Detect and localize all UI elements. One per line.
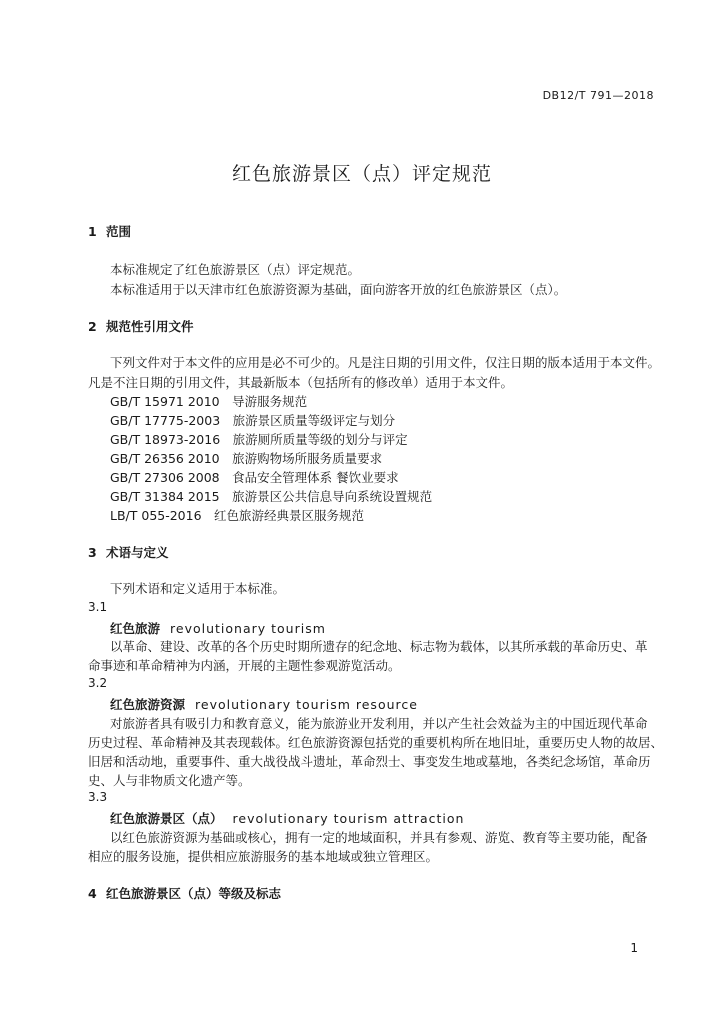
- document-title: 红色旅游景区（点）评定规范: [231, 163, 492, 185]
- term-heading: [110, 809, 464, 827]
- clause-number: 3.2: [88, 676, 108, 690]
- clause-number: 3.3: [88, 790, 108, 804]
- definition-line: 以革命、建设、改革的各个历史时期所遗存的纪念地、标志物为载体，以其所承载的革命历史、革: [110, 639, 648, 654]
- term-zh: 红色旅游景区（点）: [110, 811, 223, 826]
- reference-item: GB/T 15971 2010 导游服务规范: [110, 394, 308, 409]
- term-heading: [110, 619, 326, 637]
- section-title: 范围: [106, 224, 132, 239]
- clause-number: 3.1: [88, 600, 108, 614]
- reference-item: LB/T 055-2016 红色旅游经典景区服务规范: [110, 508, 365, 523]
- page-number: 1: [630, 941, 638, 955]
- section-2-paragraph-line-2: 凡是不注日期的引用文件，其最新版本（包括所有的修改单）适用于本文件。: [88, 375, 514, 390]
- term-zh: 红色旅游: [110, 621, 161, 636]
- term-heading: [110, 695, 418, 713]
- reference-item: GB/T 31384 2015 旅游景区公共信息导向系统设置规范: [110, 489, 433, 504]
- section-title: 红色旅游景区（点）等级及标志: [106, 886, 282, 901]
- reference-item: GB/T 17775-2003 旅游景区质量等级评定与划分: [110, 413, 396, 428]
- definition-line: 命事迹和革命精神为内涵，开展的主题性参观游览活动。: [88, 658, 401, 673]
- definition-line: 以红色旅游资源为基础或核心，拥有一定的地域面积，并具有参观、游览、教育等主要功能，配备: [110, 830, 648, 845]
- definition-line: 史、人与非物质文化遗产等。: [88, 773, 251, 788]
- term-en: revolutionary tourism resource: [195, 697, 418, 712]
- section-1-paragraph-2: 本标准适用于以天津市红色旅游资源为基础，面向游客开放的红色旅游景区（点）。: [110, 282, 567, 297]
- section-2-paragraph-line-1: 下列文件对于本文件的应用是必不可少的。凡是注日期的引用文件，仅注日期的版本适用于本文件。: [110, 355, 661, 370]
- section-title: 规范性引用文件: [106, 319, 194, 334]
- section-1-heading: [88, 222, 131, 240]
- definition-line: 对旅游者具有吸引力和教育意义，能为旅游业开发利用，并以产生社会效益为主的中国近现代革命: [110, 716, 648, 731]
- term-zh: 红色旅游资源: [110, 697, 186, 712]
- section-3-heading: [88, 543, 169, 561]
- section-3-intro: 下列术语和定义适用于本标准。: [110, 581, 286, 596]
- term-en: revolutionary tourism attraction: [232, 811, 465, 826]
- section-4-heading: [88, 884, 281, 902]
- term-en: revolutionary tourism: [170, 621, 326, 636]
- section-number: 2: [88, 319, 97, 334]
- section-number: 1: [88, 224, 97, 239]
- section-number: 4: [88, 886, 97, 901]
- definition-line: 旧居和活动地，重要事件、重大战役战斗遗址，革命烈士、事变发生地或墓地，各类纪念场馆，革命历: [88, 754, 651, 769]
- section-2-heading: [88, 317, 194, 335]
- section-title: 术语与定义: [106, 545, 169, 560]
- definition-line: 相应的服务设施，提供相应旅游服务的基本地域或独立管理区。: [88, 849, 439, 864]
- reference-item: GB/T 18973-2016 旅游厕所质量等级的划分与评定: [110, 432, 408, 447]
- reference-item: GB/T 27306 2008 食品安全管理体系 餐饮业要求: [110, 470, 399, 485]
- reference-item: GB/T 26356 2010 旅游购物场所服务质量要求: [110, 451, 383, 466]
- section-1-paragraph-1: 本标准规定了红色旅游景区（点）评定规范。: [110, 262, 361, 277]
- definition-line: 历史过程、革命精神及其表现载体。红色旅游资源包括党的重要机构所在地旧址，重要历史人物的故居、: [88, 735, 664, 750]
- section-number: 3: [88, 545, 97, 560]
- standard-code: DB12/T 791—2018: [542, 89, 654, 102]
